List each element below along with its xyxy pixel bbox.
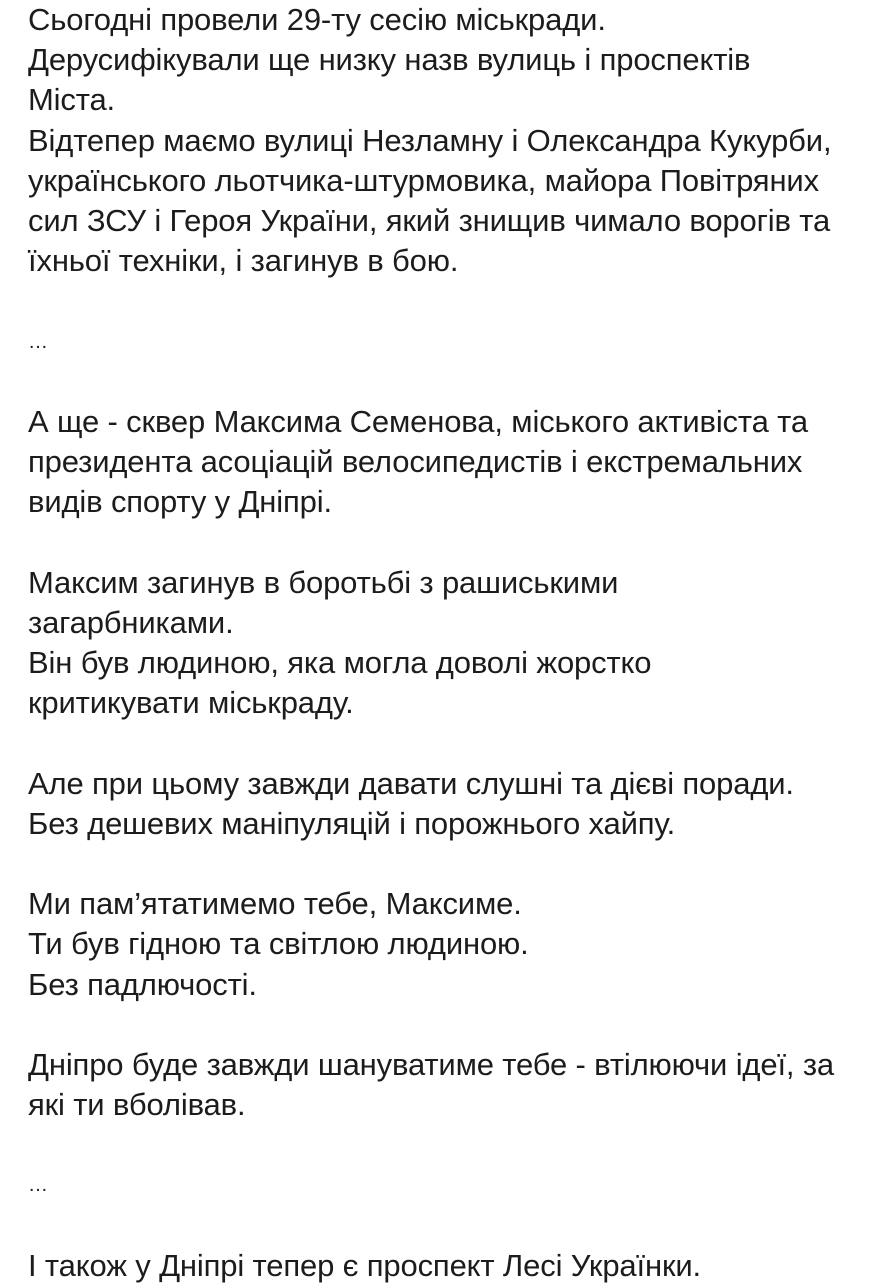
text-line: Без дешевих маніпуляцій і порожнього хайпу. xyxy=(28,805,676,841)
text-line: Відтепер маємо вулиці Незламну і Олександра Кукурби, xyxy=(28,122,832,158)
paragraph-gap xyxy=(28,522,878,562)
paragraph-gap xyxy=(28,1206,878,1246)
text-line: загарбниками. xyxy=(28,604,234,640)
text-line: сил ЗСУ і Героя України, який знищив чимало ворогів та xyxy=(28,202,831,238)
text-line: І також у Дніпрі тепер є проспект Лесі Українки. xyxy=(28,1247,701,1283)
post-text xyxy=(28,0,878,1286)
text-line: Без падлючості. xyxy=(28,966,257,1002)
text-line: Міста. xyxy=(28,82,116,118)
text-line: Дніпро буде завжди шануватиме тебе - втілюючи ідеї, за xyxy=(28,1046,834,1082)
text-line: Але при цьому завжди давати слушні та дієві поради. xyxy=(28,765,794,801)
text-line: українського льотчика-штурмовика, майора Повітряних xyxy=(28,162,819,198)
paragraph-gap xyxy=(28,362,878,402)
text-line: Він був людиною, яка могла доволі жорстко xyxy=(28,645,652,680)
paragraph-gap xyxy=(28,281,878,321)
text-line: Ти був гідною та світлою людиною. xyxy=(28,926,529,962)
text-line: Ми пам’ятатимемо тебе, Максиме. xyxy=(28,886,522,922)
paragraph-gap xyxy=(28,1125,878,1165)
text-line: їхньої техніки, і загинув в бою. xyxy=(28,243,459,279)
paragraph-gap xyxy=(28,844,878,884)
text-line: А ще - сквер Максима Семенова, міського активіста та xyxy=(28,403,808,439)
ellipsis-separator: … xyxy=(28,1174,49,1197)
text-line: видів спорту у Дніпрі. xyxy=(28,484,332,520)
text-line: критикувати міськраду. xyxy=(28,685,354,721)
text-line: Сьогодні провели 29-ту сесію міськради. xyxy=(28,2,606,37)
ellipsis-separator: … xyxy=(28,330,49,353)
text-line: які ти вболівав. xyxy=(28,1087,246,1123)
text-line: Максим загинув в боротьбі з рашиськими xyxy=(28,564,619,600)
text-line: президента асоціацій велосипедистів і екстремальних xyxy=(28,444,803,480)
text-line: Дерусифікували ще низку назв вулиць і проспектів xyxy=(28,42,751,78)
paragraph-gap xyxy=(28,723,878,763)
paragraph-gap xyxy=(28,1005,878,1045)
